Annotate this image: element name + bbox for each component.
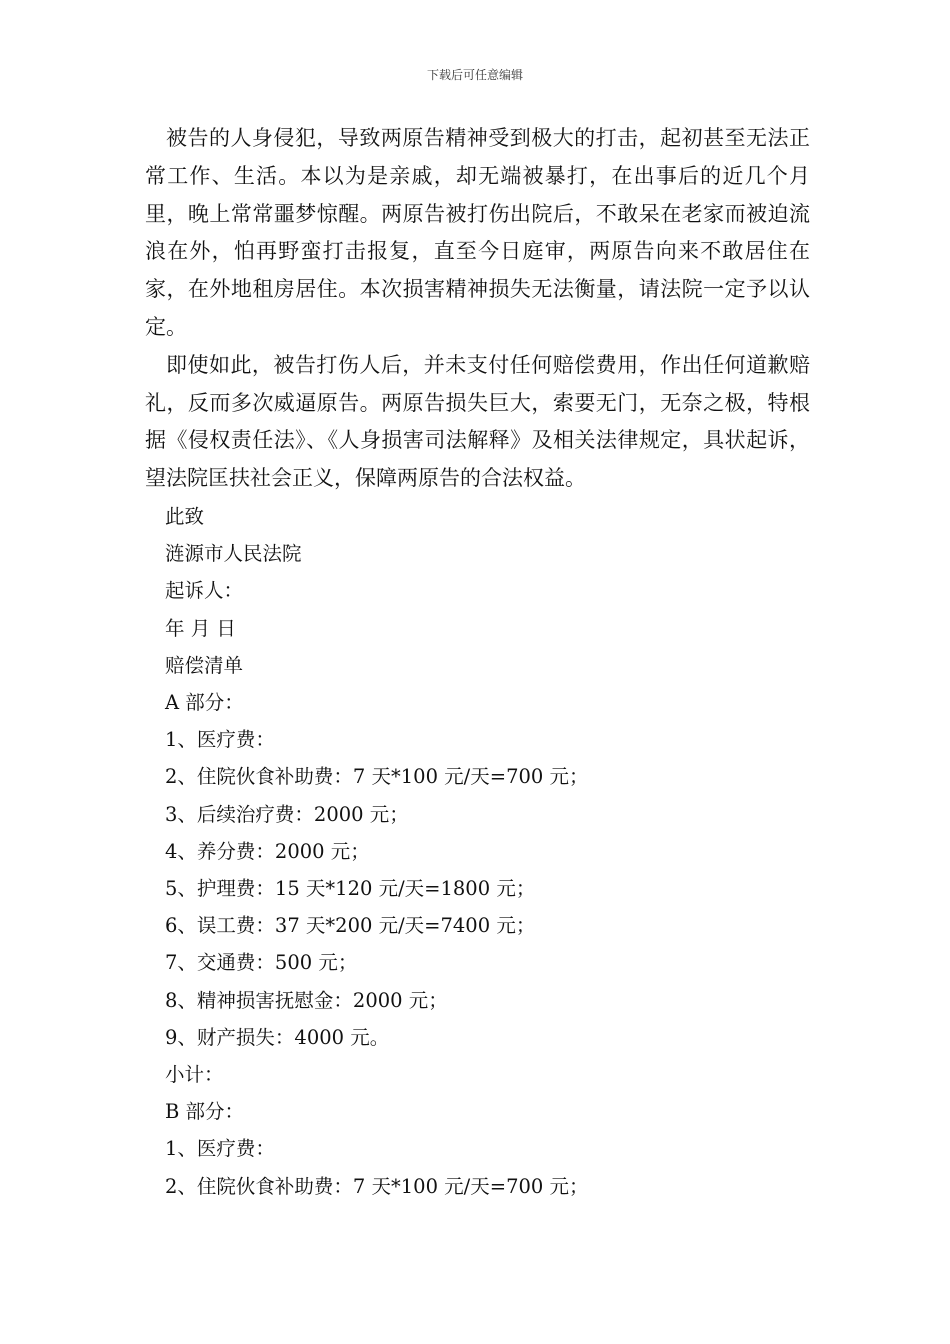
list-item: 9、财产损失：4000 元。 xyxy=(165,1025,390,1049)
paragraph-claim: 即使如此，被告打伤人后，并未支付任何赔偿费用，作出任何道歉赔礼，反而多次威逼原告。两原告损失巨大，索要无门，无奈之极，特根据《侵权责任法》、《人身损害司法解释》及相关法律规定，具状起诉，望法院匡扶社会正义，保障两原告的合法权益。 xyxy=(145,352,810,491)
date-line: 年 月 日 xyxy=(165,616,236,640)
document-body xyxy=(145,120,810,1205)
list-item: 6、误工费：37 天*200 元/天=7400 元； xyxy=(165,914,536,938)
paragraph-injury: 被告的人身侵犯，导致两原告精神受到极大的打击，起初甚至无法正常工作、生活。本以为是亲戚，却无端被暴打，在出事后的近几个月里，晚上常常噩梦惊醒。两原告被打伤出院后，不敢呆在老家而被迫流浪在外，怕再野蛮打击报复，直至今日庭审，两原告向来不敢居住在家，在外地租房居住。本次损害精神损失无法衡量，请法院一定予以认定。 xyxy=(145,126,810,339)
salutation: 此致 xyxy=(165,504,205,528)
list-item: 3、后续治疗费：2000 元； xyxy=(165,802,409,826)
list-item: 2、住院伙食补助费：7 天*100 元/天=700 元； xyxy=(165,1174,589,1198)
court-name: 涟源市人民法院 xyxy=(165,542,302,566)
page-header: 下载后可任意编辑 xyxy=(426,68,523,82)
list-item: 4、养分费：2000 元； xyxy=(165,839,370,863)
list-item: 7、交通费：500 元； xyxy=(165,951,358,975)
section-b-title: B 部分： xyxy=(165,1100,245,1124)
list-item: 1、医疗费： xyxy=(165,1137,275,1161)
list-item: 8、精神损害抚慰金：2000 元； xyxy=(165,988,448,1012)
subtotal-label: 小计： xyxy=(165,1063,224,1087)
section-a-title: A 部分： xyxy=(165,690,244,714)
plaintiff-label: 起诉人： xyxy=(165,579,244,603)
list-item: 2、住院伙食补助费：7 天*100 元/天=700 元； xyxy=(165,765,589,789)
compensation-list-title: 赔偿清单 xyxy=(165,653,244,677)
list-item: 1、医疗费： xyxy=(165,728,275,752)
list-item: 5、护理费：15 天*120 元/天=1800 元； xyxy=(165,877,536,900)
